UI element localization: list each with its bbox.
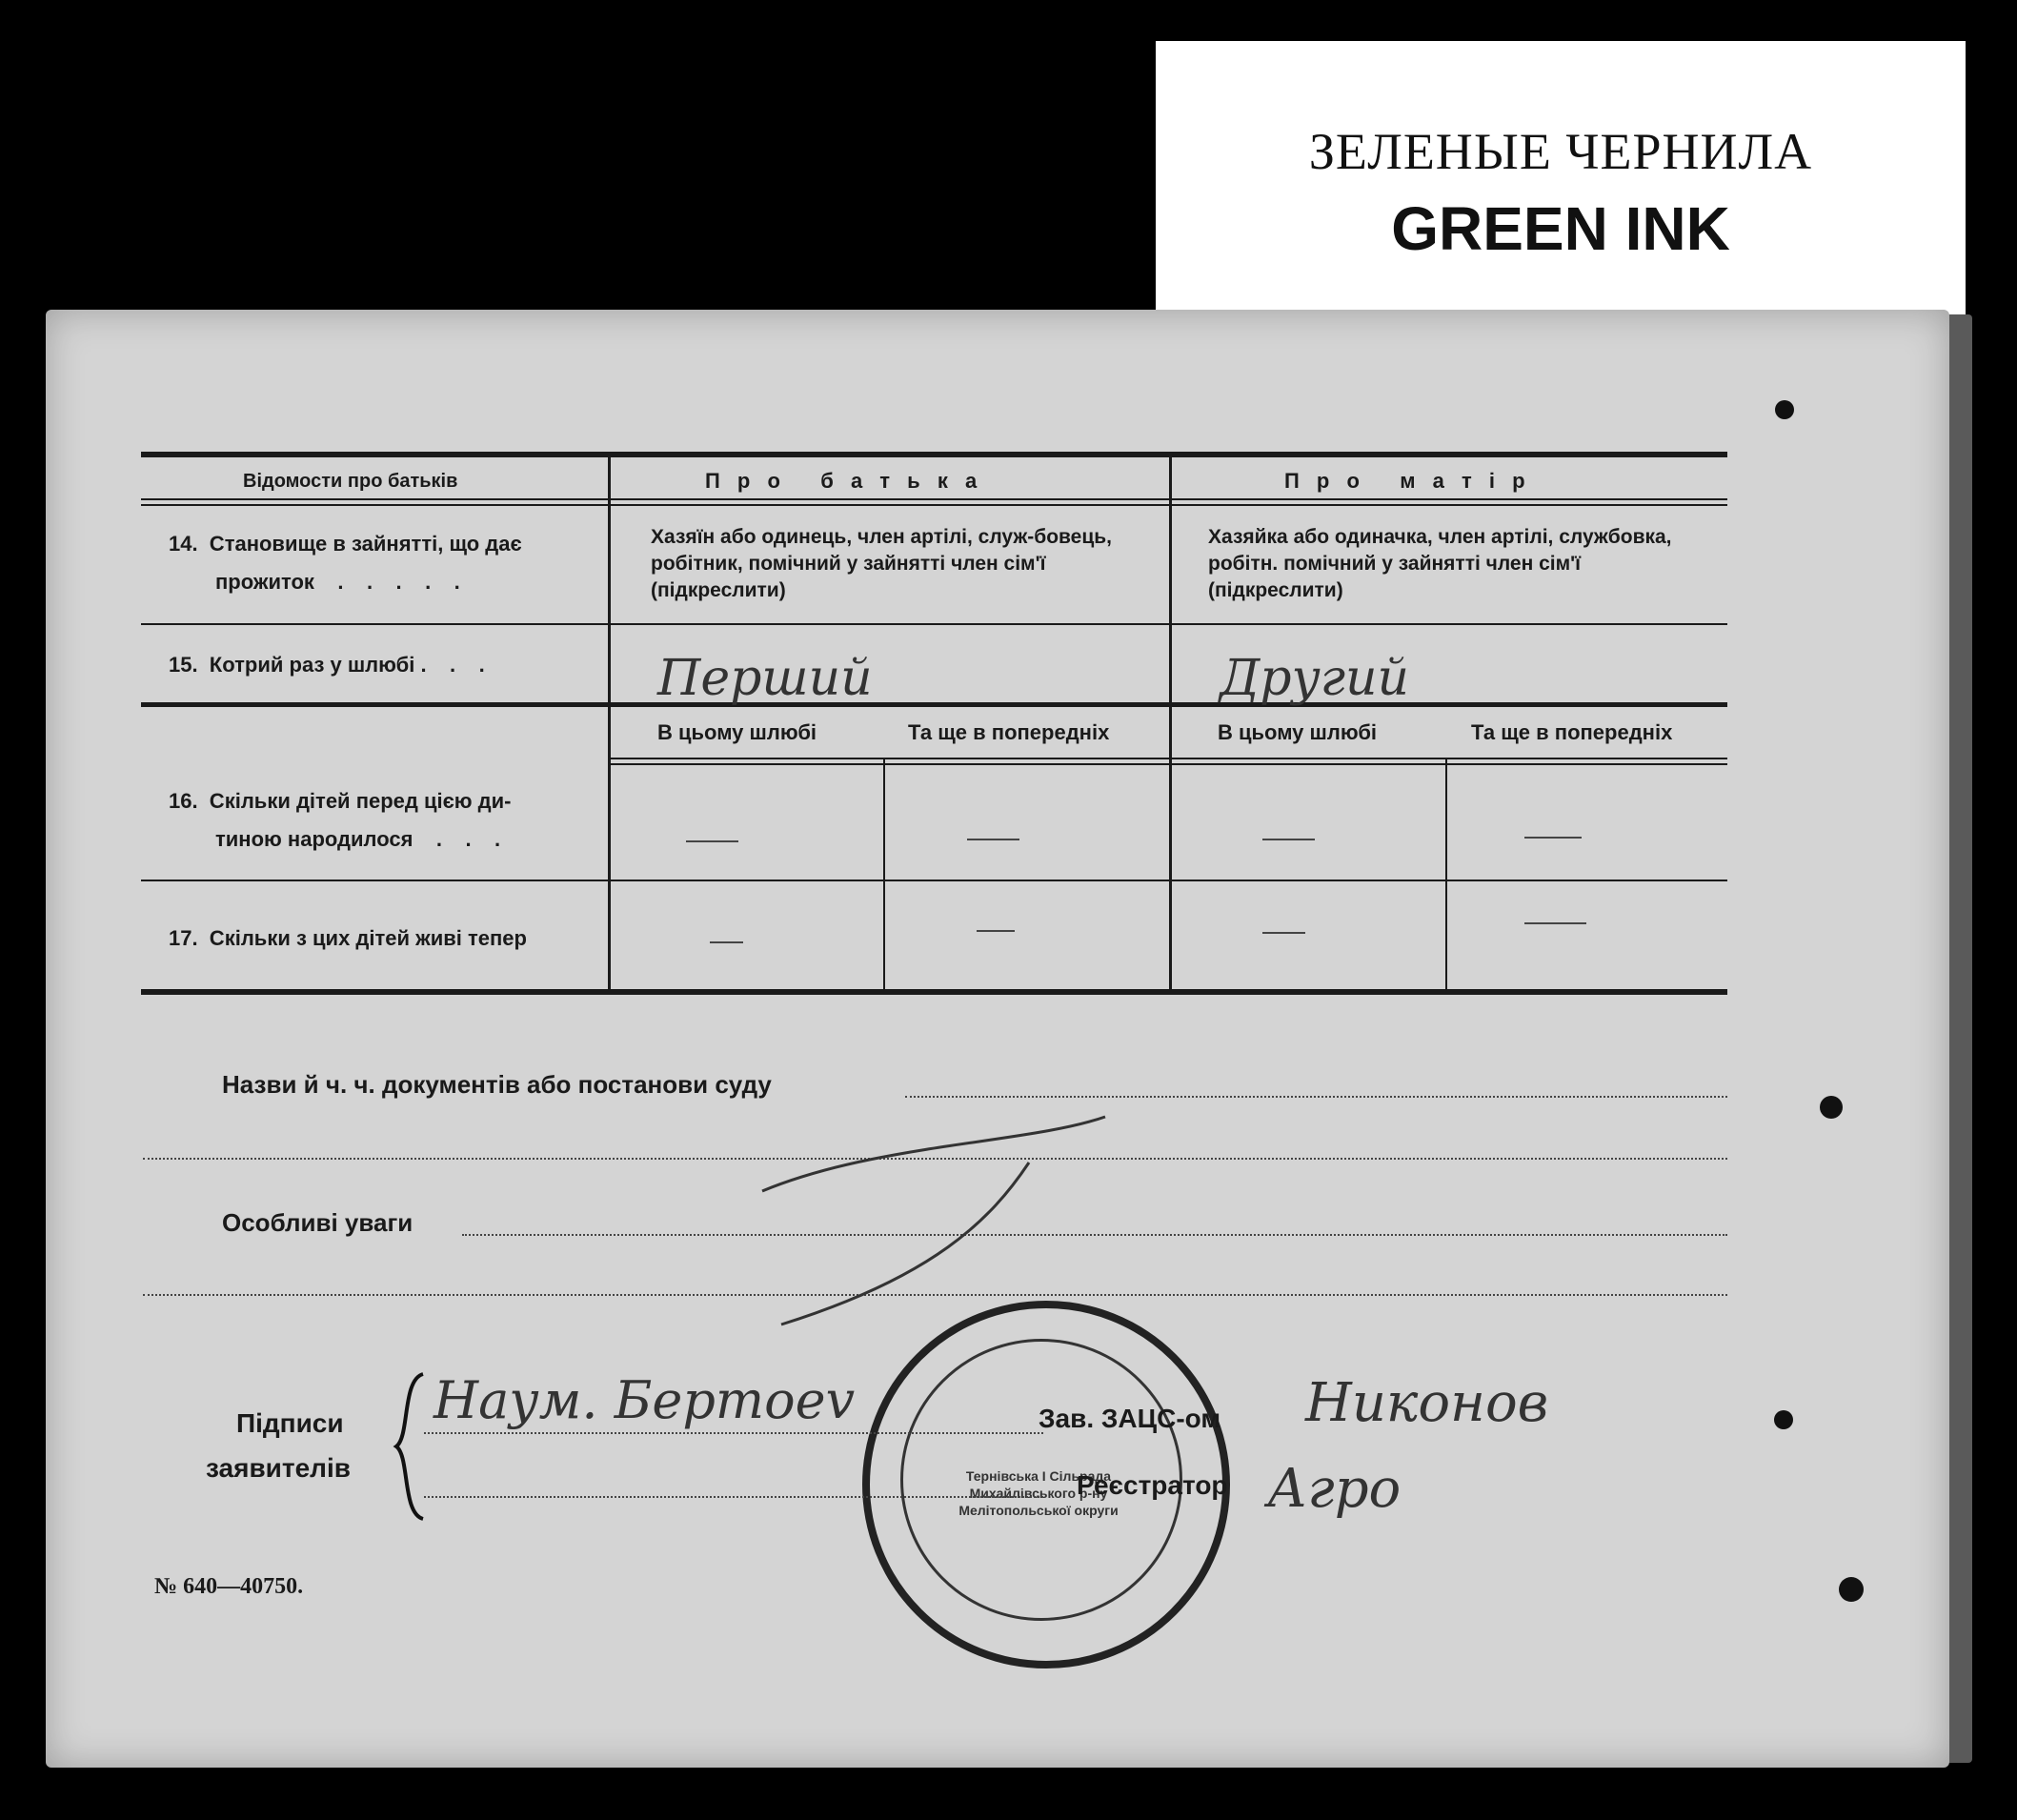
binding-hole — [1774, 1410, 1793, 1429]
ink-label-card — [1156, 41, 1966, 317]
header-father: П р о б а т ь к а — [705, 469, 983, 493]
notes-label: Особливі уваги — [222, 1208, 413, 1237]
subheader-father-previous: Та ще в попередніх — [908, 720, 1110, 744]
row14-rule — [141, 623, 1727, 625]
header-mother: П р о м а т і р — [1284, 469, 1531, 493]
documents-line — [905, 1096, 1727, 1098]
row17-label: 17. Скільки з цих дітей живі тепер — [169, 926, 527, 950]
cancellation-stroke — [743, 1105, 1124, 1334]
dash-mark — [1262, 932, 1305, 934]
stamp-text: Тернівська I Сільрада Михайлівського р-ну Мелітопольської округи — [958, 1468, 1119, 1518]
header-rule-double — [141, 504, 1727, 506]
applicant-signature-line — [424, 1432, 1043, 1434]
subheader-mother-this: В цьому шлюбі — [1218, 720, 1378, 744]
applicant-signature-line-2 — [424, 1496, 1043, 1498]
row14-label-line2: прожиток . . . . . — [215, 570, 460, 594]
row15-label: 15. Котрий раз у шлюбі . . . — [169, 653, 485, 677]
dash-mark — [1524, 922, 1586, 924]
ink-label-russian: ЗЕЛЕНЫЕ ЧЕРНИЛА — [1308, 123, 1813, 180]
binding-hole — [1839, 1577, 1864, 1602]
dash-mark — [686, 840, 738, 842]
col-rule-1 — [608, 457, 611, 991]
head-signature: Никонов — [1305, 1372, 1549, 1434]
row14-mother-options: Хазяйка або одиначка, член артілі, службовка, робітн. помічний у зайнятті член сім'ї (підкреслити) — [1208, 526, 1672, 601]
head-label: Зав. ЗАЦС-ом — [1039, 1404, 1221, 1433]
registrar-label: Реєстратор — [1077, 1470, 1228, 1500]
ink-label-english: GREEN INK — [1391, 194, 1730, 263]
row14-label-line1: 14. Становище в зайнятті, що дає — [169, 532, 522, 556]
table-bottom-rule — [141, 989, 1727, 995]
row15-father-handwriting: Перший — [657, 650, 873, 707]
col-rule-2 — [1169, 457, 1172, 991]
dash-mark — [977, 930, 1015, 932]
table-top-rule — [141, 452, 1727, 457]
brace-icon — [393, 1370, 431, 1523]
col-rule-mother-sub — [1445, 759, 1447, 991]
row15-mother-handwriting: Другий — [1220, 650, 1409, 707]
dash-mark — [710, 941, 743, 943]
binding-hole — [1820, 1096, 1843, 1119]
signatures-label-line1: Підписи — [236, 1408, 344, 1438]
subheader-father-this: В цьому шлюбі — [657, 720, 817, 744]
row15-rule — [141, 702, 1727, 707]
row16-rule — [141, 880, 1727, 881]
binding-hole — [1775, 400, 1794, 419]
row16-label-line1: 16. Скільки дітей перед цією ди- — [169, 789, 512, 813]
dash-mark — [1524, 837, 1582, 839]
row14-father-options: Хазяїн або одинець, член артілі, служ-бовець, робітник, помічний у зайнятті член сім'ї (підкреслити) — [651, 526, 1112, 601]
subheader-mother-previous: Та ще в попередніх — [1471, 720, 1673, 744]
applicant-signature: Наум. Бертоеv — [434, 1370, 856, 1430]
form-number: № 640—40750. — [154, 1574, 304, 1599]
dash-mark — [967, 839, 1019, 840]
signatures-label-line2: заявителів — [206, 1453, 351, 1483]
documents-label: Назви й ч. ч. документів або постанови суду — [222, 1070, 772, 1099]
dash-mark — [1262, 839, 1315, 840]
registrar-signature: Агро — [1267, 1458, 1402, 1520]
header-parents-info: Відомости про батьків — [243, 471, 458, 492]
header-rule — [141, 498, 1727, 500]
col-rule-father-sub — [883, 759, 885, 991]
row16-label-line2: тиною народилося . . . — [215, 827, 501, 851]
